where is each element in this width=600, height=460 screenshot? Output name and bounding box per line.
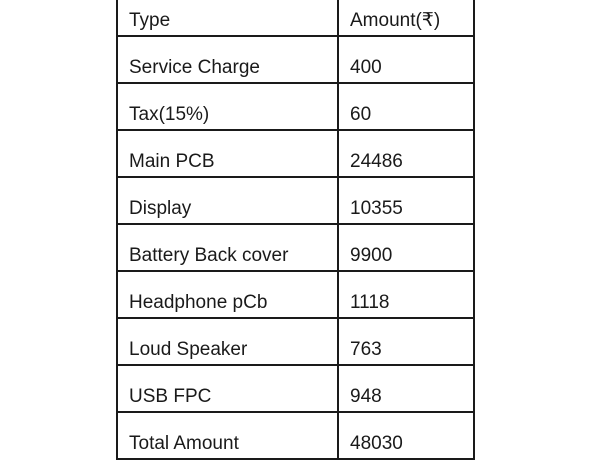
total-amount: 48030 bbox=[338, 412, 474, 459]
row-amount: 60 bbox=[338, 83, 474, 130]
row-amount: 9900 bbox=[338, 224, 474, 271]
row-amount: 10355 bbox=[338, 177, 474, 224]
total-row bbox=[117, 412, 474, 459]
row-type: Main PCB bbox=[117, 130, 338, 177]
row-type: Service Charge bbox=[117, 36, 338, 83]
row-type: Display bbox=[117, 177, 338, 224]
row-type: Headphone pCb bbox=[117, 271, 338, 318]
bill-table bbox=[116, 0, 475, 460]
row-type: Loud Speaker bbox=[117, 318, 338, 365]
row-type: USB FPC bbox=[117, 365, 338, 412]
row-type: Tax(15%) bbox=[117, 83, 338, 130]
table-row bbox=[117, 36, 474, 83]
row-amount: 24486 bbox=[338, 130, 474, 177]
row-amount: 400 bbox=[338, 36, 474, 83]
table-header-row bbox=[117, 0, 474, 36]
header-type: Type bbox=[117, 0, 338, 36]
row-amount: 948 bbox=[338, 365, 474, 412]
table-row bbox=[117, 271, 474, 318]
row-amount: 1118 bbox=[338, 271, 474, 318]
table-row bbox=[117, 177, 474, 224]
table-row bbox=[117, 365, 474, 412]
table-row bbox=[117, 224, 474, 271]
header-amount: Amount(₹) bbox=[338, 0, 474, 36]
table-row bbox=[117, 130, 474, 177]
table-row bbox=[117, 83, 474, 130]
row-type: Battery Back cover bbox=[117, 224, 338, 271]
total-label: Total Amount bbox=[117, 412, 338, 459]
row-amount: 763 bbox=[338, 318, 474, 365]
table-row bbox=[117, 318, 474, 365]
bill-table-container bbox=[116, 0, 473, 460]
